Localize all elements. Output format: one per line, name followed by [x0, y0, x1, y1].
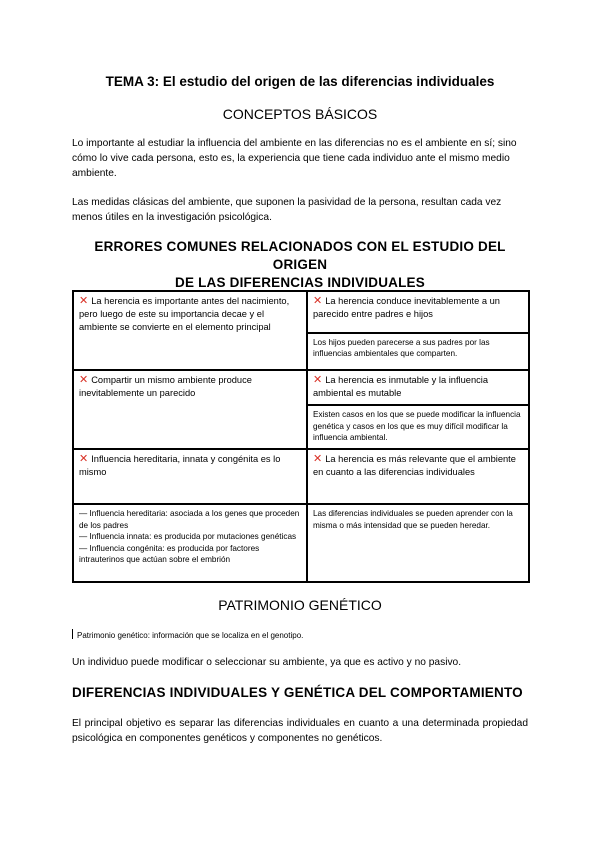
- note-bar: [72, 629, 73, 639]
- paragraph-medidas-clasicas: Las medidas clásicas del ambiente, que suponen la pasividad de la persona, resultan cada vez menos útiles en la investigación psicológica.: [72, 197, 502, 223]
- cross-mark-icon: ✕: [313, 295, 323, 307]
- definition-note: Patrimonio genético: información que se localiza en el genotipo.: [72, 629, 303, 640]
- table-cell-error: ✕ Compartir un mismo ambiente produce inevitablemente un parecido: [73, 370, 307, 449]
- influence-definition-congenita: — Influencia congénita: es producida por factores intrauterinos que actúan sobre el embrión: [79, 543, 260, 564]
- cross-mark-icon: ✕: [313, 453, 323, 465]
- cross-mark-icon: ✕: [79, 374, 89, 386]
- table-cell-explanation: Las diferencias individuales se pueden aprender con la misma o más intensidad que se pueden heredar.: [307, 504, 529, 582]
- cross-mark-icon: ✕: [79, 295, 89, 307]
- table-cell-error: ✕ La herencia es más relevante que el ambiente en cuanto a las diferencias individuales: [307, 449, 529, 504]
- section-heading-genetica-comportamiento: DIFERENCIAS INDIVIDUALES Y GENÉTICA DEL COMPORTAMIENTO: [72, 685, 523, 700]
- section-heading-patrimonio-genetico: PATRIMONIO GENÉTICO: [218, 597, 382, 613]
- influence-definition-hereditaria: — Influencia hereditaria: asociada a los genes que proceden de los padres: [79, 509, 300, 530]
- table-cell-explanation: Los hijos pueden parecerse a sus padres por las influencias ambientales que comparten.: [307, 333, 529, 370]
- errors-table: [72, 290, 530, 583]
- document-title: TEMA 3: El estudio del origen de las diferencias individuales: [105, 74, 495, 89]
- influence-definition-innata: — Influencia innata: es producida por mutaciones genéticas: [79, 532, 297, 541]
- paragraph-objetivo-principal: El principal objetivo es separar las diferencias individuales en cuanto a una determinada propiedad psicológica en componentes genéticos y componentes no genéticos.: [72, 718, 528, 744]
- cross-mark-icon: ✕: [313, 374, 323, 386]
- table-cell-error: ✕ La herencia es importante antes del nacimiento, pero luego de este su importancia decae y el ambiente se convierte en el elemento principal: [73, 291, 307, 370]
- section-heading-conceptos-basicos: CONCEPTOS BÁSICOS: [222, 106, 378, 122]
- table-cell-error: ✕ Influencia hereditaria, innata y congénita es lo mismo: [73, 449, 307, 504]
- cross-mark-icon: ✕: [79, 453, 89, 465]
- heading-line-2: DE LAS DIFERENCIAS INDIVIDUALES: [175, 275, 425, 290]
- section-heading-errores-comunes: [72, 238, 528, 292]
- table-cell-error: ✕ La herencia conduce inevitablemente a un parecido entre padres e hijos: [307, 291, 529, 333]
- heading-line-1: ERRORES COMUNES RELACIONADOS CON EL ESTUDIO DEL ORIGEN: [94, 239, 506, 272]
- paragraph-ambiente-experiencia: Lo importante al estudiar la influencia del ambiente en las diferencias no es el ambiente en sí; sino cómo lo vive cada persona, esto es, la experiencia que tiene cada individuo ante el mismo medio ambiente.: [72, 138, 517, 179]
- paragraph-individuo-activo: Un individuo puede modificar o seleccionar su ambiente, ya que es activo y no pasivo.: [72, 657, 462, 668]
- table-cell-explanation: [73, 504, 307, 582]
- table-cell-error: ✕ La herencia es inmutable y la influencia ambiental es mutable: [307, 370, 529, 405]
- table-cell-explanation: Existen casos en los que se puede modificar la influencia genética y casos en los que es muy difícil modificar la influencia ambiental.: [307, 405, 529, 449]
